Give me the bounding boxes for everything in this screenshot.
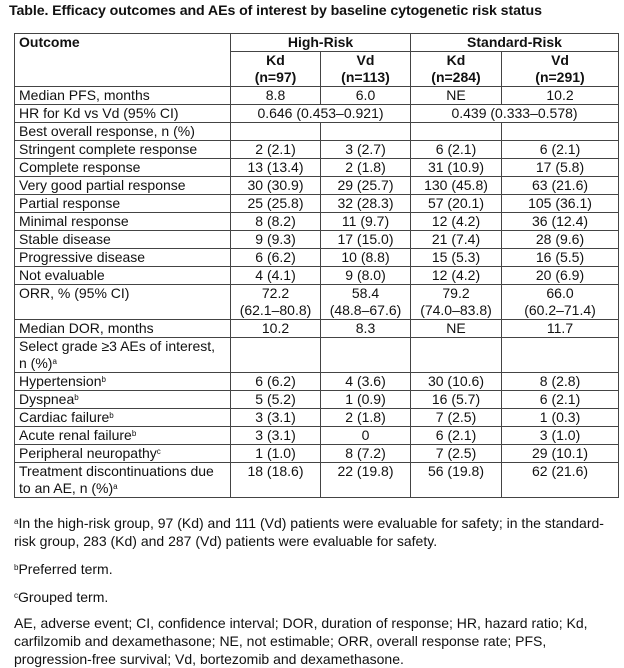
row-label-text: Cardiac failure bbox=[19, 409, 110, 425]
row-label: ORR, % (95% CI) bbox=[15, 285, 231, 320]
cell: 6 (2.1) bbox=[502, 141, 619, 159]
cell bbox=[411, 285, 502, 320]
row-label: Complete response bbox=[15, 159, 231, 177]
row-label-text: Hypertension bbox=[19, 373, 102, 389]
footnote-text: In the high-risk group, 97 (Kd) and 111 (Vd) patients were evaluable for safety; in the standard-risk group, 283 (Kd) and 287 (Vd) patients were evaluable for safety. bbox=[14, 515, 604, 549]
cell: NE bbox=[411, 320, 502, 338]
cell: 10 (8.8) bbox=[321, 249, 411, 267]
cell: 22 (19.8) bbox=[321, 463, 411, 498]
row-label bbox=[15, 409, 231, 427]
orr-ci: (62.1–80.8) bbox=[239, 302, 312, 318]
row-label-text: Treatment discontinuations due to an AE, n (%) bbox=[19, 463, 214, 496]
cell bbox=[231, 338, 321, 373]
cell: 10.2 bbox=[502, 87, 619, 105]
row-label: Not evaluable bbox=[15, 267, 231, 285]
cell: 12 (4.2) bbox=[411, 267, 502, 285]
footnote-a bbox=[14, 514, 614, 550]
arm-n: (n=284) bbox=[431, 69, 481, 85]
cell: 25 (25.8) bbox=[231, 195, 321, 213]
header-arm bbox=[231, 52, 321, 87]
row-label bbox=[15, 391, 231, 409]
footnote-marker: b bbox=[109, 411, 114, 420]
cell bbox=[321, 338, 411, 373]
arm-name: Vd bbox=[356, 52, 375, 68]
orr-ci: (48.8–67.6) bbox=[329, 302, 402, 318]
footnote-marker: a bbox=[52, 357, 57, 366]
cell: 28 (9.6) bbox=[502, 231, 619, 249]
cell: 0.439 (0.333–0.578) bbox=[411, 105, 619, 123]
row-label: Median PFS, months bbox=[15, 87, 231, 105]
arm-name: Kd bbox=[266, 52, 285, 68]
table-row bbox=[15, 123, 619, 141]
table-row bbox=[15, 231, 619, 249]
header-high-risk: High-Risk bbox=[231, 34, 411, 52]
arm-name: Vd bbox=[551, 52, 569, 68]
cell: 6 (2.1) bbox=[411, 427, 502, 445]
table-row bbox=[15, 409, 619, 427]
cell: 7 (2.5) bbox=[411, 445, 502, 463]
cell: 105 (36.1) bbox=[502, 195, 619, 213]
row-label: Stringent complete response bbox=[15, 141, 231, 159]
cell: 6 (6.2) bbox=[231, 249, 321, 267]
row-label bbox=[15, 445, 231, 463]
row-label: Partial response bbox=[15, 195, 231, 213]
cell: 13 (13.4) bbox=[231, 159, 321, 177]
cell: 8 (7.2) bbox=[321, 445, 411, 463]
table-row bbox=[15, 159, 619, 177]
table-row bbox=[15, 267, 619, 285]
cell bbox=[321, 123, 411, 141]
cell: 30 (10.6) bbox=[411, 373, 502, 391]
cell: 21 (7.4) bbox=[411, 231, 502, 249]
cell: 2 (1.8) bbox=[321, 159, 411, 177]
cell: 2 (2.1) bbox=[231, 141, 321, 159]
footnote-text: Grouped term. bbox=[18, 589, 109, 605]
cell: 0.646 (0.453–0.921) bbox=[231, 105, 411, 123]
row-label: Progressive disease bbox=[15, 249, 231, 267]
cell: 31 (10.9) bbox=[411, 159, 502, 177]
cell: 15 (5.3) bbox=[411, 249, 502, 267]
row-label-text: Acute renal failure bbox=[19, 427, 132, 443]
cell bbox=[321, 285, 411, 320]
cell bbox=[502, 338, 619, 373]
table-row bbox=[15, 338, 619, 373]
footnote-marker: a bbox=[113, 482, 118, 491]
footnote-marker: b bbox=[131, 429, 137, 438]
cell: 8 (2.8) bbox=[502, 373, 619, 391]
cell: 4 (4.1) bbox=[231, 267, 321, 285]
row-label bbox=[15, 338, 231, 373]
row-label: Best overall response, n (%) bbox=[15, 123, 231, 141]
abbreviations: AE, adverse event; CI, confidence interval; DOR, duration of response; HR, hazard ratio; Kd, carfilzomib and dexamethasone; NE, not estimable; ORR, overall response rate; PFS, progression-free survival; Vd, bortezomib and dexamethasone. bbox=[14, 615, 588, 667]
cell: 57 (20.1) bbox=[411, 195, 502, 213]
cell: 29 (25.7) bbox=[321, 177, 411, 195]
footnote-c bbox=[14, 588, 614, 606]
footnote-marker: b bbox=[101, 375, 106, 384]
table-row bbox=[15, 373, 619, 391]
cell: 32 (28.3) bbox=[321, 195, 411, 213]
row-label-text: Dyspnea bbox=[19, 391, 75, 407]
cell: 3 (2.7) bbox=[321, 141, 411, 159]
cell: 130 (45.8) bbox=[411, 177, 502, 195]
cell bbox=[231, 123, 321, 141]
cell: 56 (19.8) bbox=[411, 463, 502, 498]
cell: 3 (3.1) bbox=[231, 427, 321, 445]
row-label-text: Peripheral neuropathy bbox=[19, 445, 157, 461]
cell: 12 (4.2) bbox=[411, 213, 502, 231]
cell bbox=[411, 123, 502, 141]
cell: 17 (5.8) bbox=[502, 159, 619, 177]
header-row-groups bbox=[15, 34, 619, 52]
cell: 6 (6.2) bbox=[231, 373, 321, 391]
table-row bbox=[15, 87, 619, 105]
cell bbox=[502, 285, 619, 320]
cell: NE bbox=[411, 87, 502, 105]
table-row bbox=[15, 249, 619, 267]
cell: 4 (3.6) bbox=[321, 373, 411, 391]
cell: 5 (5.2) bbox=[231, 391, 321, 409]
cell: 8 (8.2) bbox=[231, 213, 321, 231]
cell: 29 (10.1) bbox=[502, 445, 619, 463]
header-outcome: Outcome bbox=[15, 34, 231, 87]
cell: 2 (1.8) bbox=[321, 409, 411, 427]
table-row bbox=[15, 463, 619, 498]
cell: 36 (12.4) bbox=[502, 213, 619, 231]
cell: 16 (5.5) bbox=[502, 249, 619, 267]
cell: 9 (8.0) bbox=[321, 267, 411, 285]
footnote-marker: a bbox=[14, 517, 19, 526]
header-arm bbox=[321, 52, 411, 87]
row-label: Minimal response bbox=[15, 213, 231, 231]
cell: 6 (2.1) bbox=[411, 141, 502, 159]
cell: 30 (30.9) bbox=[231, 177, 321, 195]
cell: 16 (5.7) bbox=[411, 391, 502, 409]
cell: 20 (6.9) bbox=[502, 267, 619, 285]
cell: 11.7 bbox=[502, 320, 619, 338]
row-label-text: Select grade ≥3 AEs of interest, n (%) bbox=[19, 338, 216, 371]
table-row bbox=[15, 195, 619, 213]
cell: 10.2 bbox=[231, 320, 321, 338]
orr-value: 72.2 bbox=[261, 285, 290, 301]
arm-n: (n=113) bbox=[341, 69, 390, 85]
orr-value: 58.4 bbox=[351, 285, 380, 301]
header-arm bbox=[411, 52, 502, 87]
row-label bbox=[15, 463, 231, 498]
cell: 1 (0.9) bbox=[321, 391, 411, 409]
cell: 17 (15.0) bbox=[321, 231, 411, 249]
row-label: Median DOR, months bbox=[15, 320, 231, 338]
footnote-b bbox=[14, 560, 614, 578]
header-arm bbox=[502, 52, 619, 87]
footnote-text: Preferred term. bbox=[18, 561, 113, 577]
cell: 1 (0.3) bbox=[502, 409, 619, 427]
orr-ci: (60.2–71.4) bbox=[524, 302, 596, 318]
footnote-marker: c bbox=[14, 591, 18, 600]
cell: 62 (21.6) bbox=[502, 463, 619, 498]
cell bbox=[231, 285, 321, 320]
row-label: Very good partial response bbox=[15, 177, 231, 195]
table-row bbox=[15, 445, 619, 463]
cell: 1 (1.0) bbox=[231, 445, 321, 463]
arm-n: (n=291) bbox=[535, 69, 585, 85]
footnote-marker: b bbox=[74, 393, 79, 402]
orr-ci: (74.0–83.8) bbox=[420, 302, 492, 318]
table-row bbox=[15, 213, 619, 231]
cell: 8.3 bbox=[321, 320, 411, 338]
table-row bbox=[15, 427, 619, 445]
table-row bbox=[15, 105, 619, 123]
cell: 9 (9.3) bbox=[231, 231, 321, 249]
cell: 6.0 bbox=[321, 87, 411, 105]
row-label bbox=[15, 373, 231, 391]
table-row bbox=[15, 177, 619, 195]
table-row bbox=[15, 141, 619, 159]
cell: 8.8 bbox=[231, 87, 321, 105]
arm-name: Kd bbox=[446, 52, 466, 68]
footnote-marker: b bbox=[14, 563, 19, 572]
table-title: Table. Efficacy outcomes and AEs of interest by baseline cytogenetic risk status bbox=[9, 3, 542, 19]
table-row bbox=[15, 285, 619, 320]
cell: 3 (1.0) bbox=[502, 427, 619, 445]
cell: 7 (2.5) bbox=[411, 409, 502, 427]
cell: 11 (9.7) bbox=[321, 213, 411, 231]
table-row bbox=[15, 391, 619, 409]
row-label: HR for Kd vs Vd (95% CI) bbox=[15, 105, 231, 123]
orr-value: 79.2 bbox=[442, 285, 470, 301]
efficacy-table bbox=[14, 33, 619, 498]
header-standard-risk: Standard-Risk bbox=[411, 34, 619, 52]
row-label: Stable disease bbox=[15, 231, 231, 249]
row-label bbox=[15, 427, 231, 445]
table-row bbox=[15, 320, 619, 338]
cell: 63 (21.6) bbox=[502, 177, 619, 195]
cell bbox=[502, 123, 619, 141]
cell: 18 (18.6) bbox=[231, 463, 321, 498]
orr-value: 66.0 bbox=[546, 285, 574, 301]
footnote-marker: c bbox=[156, 447, 161, 456]
arm-n: (n=97) bbox=[254, 69, 297, 85]
cell bbox=[411, 338, 502, 373]
cell: 0 bbox=[321, 427, 411, 445]
cell: 6 (2.1) bbox=[502, 391, 619, 409]
cell: 3 (3.1) bbox=[231, 409, 321, 427]
